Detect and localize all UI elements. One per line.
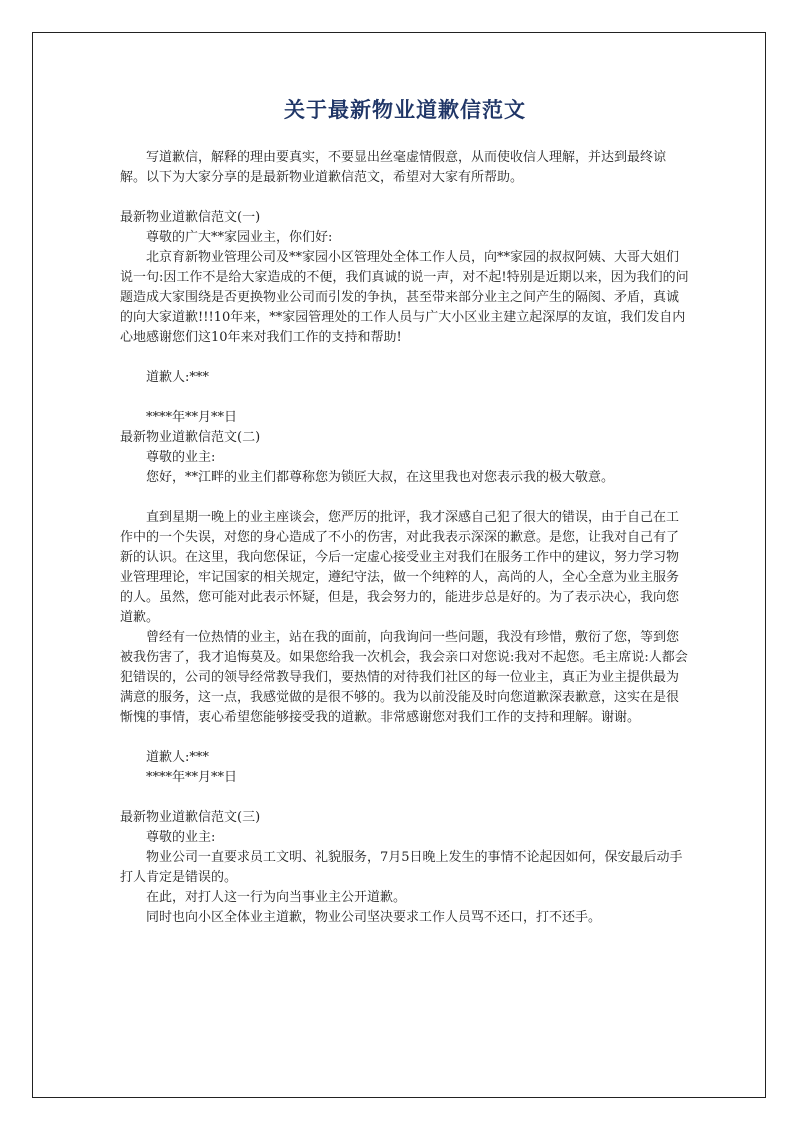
letter-2-signer: 道歉人:***: [146, 750, 209, 765]
letter-2-date: ****年**月**日: [146, 770, 238, 785]
letter-1-paragraph-1: 北京育新物业管理公司及**家园小区管理处全体工作人员，向**家园的叔叔阿姨、大哥大姐们说一句:因工作不是给大家造成的不便，我们真诚的说一声，对不起!特别是近期以来，因为我们的问题造成大家围绕是否更换物业公司而引发的争执，甚至带来部分业主之间产生的隔阂、矛盾，真诚的向大家道歉!!!10年来，**家园管理处的工作人员与广大小区业主建立起深厚的友谊，我们发自内心地感谢您们这10年来对我们工作的支持和帮助!: [120, 250, 689, 345]
letter-2-heading: 最新物业道歉信范文(二): [120, 430, 261, 445]
letter-1-date: ****年**月**日: [146, 410, 238, 425]
letter-2-paragraph-1: 您好，**江畔的业主们都尊称您为锁匠大叔，在这里我也对您表示我的极大敬意。: [146, 470, 615, 485]
intro-paragraph: 写道歉信，解释的理由要真实，不要显出丝毫虚情假意，从而使收信人理解，并达到最终谅解。以下为大家分享的是最新物业道歉信范文，希望对大家有所帮助。: [120, 150, 667, 185]
letter-1-heading: 最新物业道歉信范文(一): [120, 210, 261, 225]
document-title: 关于最新物业道歉信范文: [284, 97, 526, 122]
letter-3-paragraph-3: 同时也向小区全体业主道歉，物业公司坚决要求工作人员骂不还口，打不还手。: [146, 910, 602, 925]
letter-3-paragraph-1: 物业公司一直要求员工文明、礼貌服务，7月5日晚上发生的事情不论起因如何，保安最后动手打人肯定是错误的。: [120, 850, 683, 885]
letter-3-paragraph-2: 在此，对打人这一行为向当事业主公开道歉。: [146, 890, 407, 905]
letter-1-salutation: 尊敬的广大**家园业主，你们好:: [146, 230, 333, 245]
letter-2-paragraph-3: 曾经有一位热情的业主，站在我的面前，向我询问一些问题，我没有珍惜，敷衍了您，等到您被我伤害了，我才追悔莫及。如果您给我一次机会，我会亲口对您说:我对不起您。毛主席说:人都会犯错误的，公司的领导经常教导我们，要热情的对待我们社区的每一位业主，真正为业主提供最为满意的服务，这一点，我感觉做的是很不够的。我为以前没能及时向您道歉深表歉意，这实在是很惭愧的事情，衷心希望您能够接受我的道歉。非常感谢您对我们工作的支持和理解。谢谢。: [120, 630, 688, 725]
letter-3-heading: 最新物业道歉信范文(三): [120, 810, 261, 825]
letter-1-signer: 道歉人:***: [146, 370, 209, 385]
document-body: [120, 96, 690, 928]
letter-2-paragraph-2: 直到星期一晚上的业主座谈会，您严厉的批评，我才深感自己犯了很大的错误，由于自己在工作中的一个失误，对您的身心造成了不小的伤害，对此我表示深深的歉意。是您，让我对自己有了新的认识。在这里，我向您保证，今后一定虚心接受业主对我们在服务工作中的建议，努力学习物业管理理论，牢记国家的相关规定，遵纪守法，做一个纯粹的人，高尚的人，全心全意为业主服务的人。虽然，您可能对此表示怀疑，但是，我会努力的，能进步总是好的。为了表示决心，我向您道歉。: [120, 510, 680, 625]
letter-2-salutation: 尊敬的业主:: [146, 450, 216, 465]
letter-3-salutation: 尊敬的业主:: [146, 830, 216, 845]
